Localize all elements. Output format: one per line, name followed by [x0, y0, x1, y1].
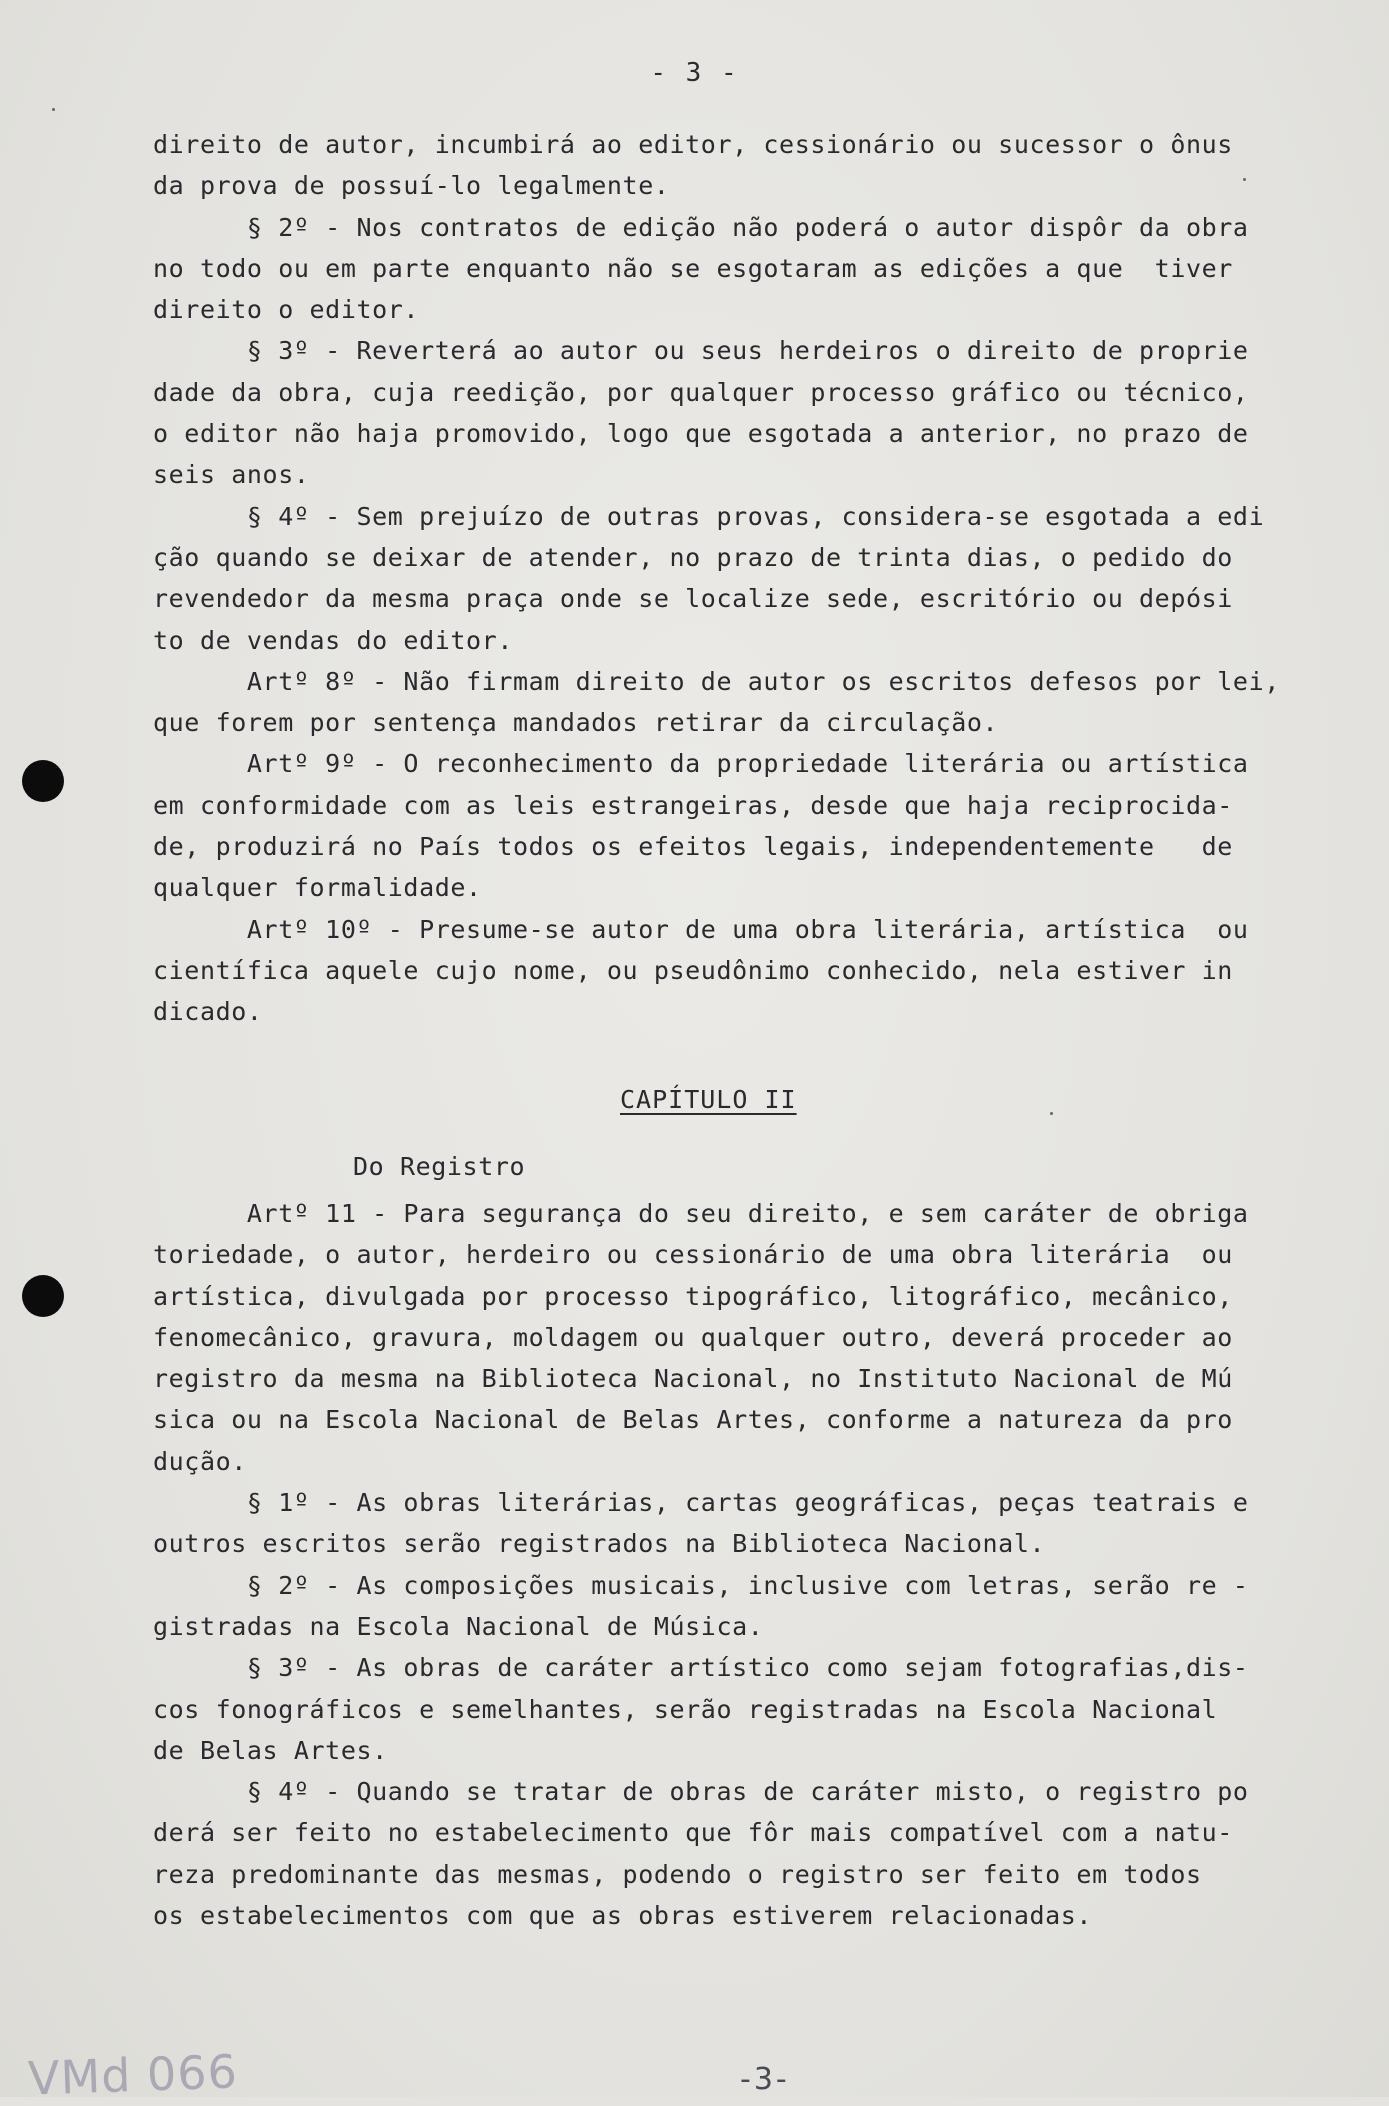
text-line: direito de autor, incumbirá ao editor, cessionário ou sucessor o ônus	[153, 130, 1233, 159]
text-line: § 4º - Sem prejuízo de outras provas, considera-se esgotada a edi	[153, 501, 1265, 531]
text-line: § 3º - As obras de caráter artístico como sejam fotografias,dis-	[153, 1653, 1249, 1683]
text-line: dicado.	[153, 997, 263, 1027]
text-line: ção quando se deixar de atender, no prazo de trinta dias, o pedido do	[153, 542, 1233, 572]
text-line: dução.	[153, 1446, 247, 1476]
text-line: em conformidade com as leis estrangeiras, desde que haja reciprocida-	[153, 790, 1233, 820]
text-line: Artº 10º - Presume-se autor de uma obra literária, artística ou	[153, 914, 1249, 944]
text-line: reza predominante das mesmas, podendo o registro ser feito em todos	[153, 1859, 1202, 1889]
text-line: dade da obra, cuja reedição, por qualquer processo gráfico ou técnico,	[153, 377, 1249, 407]
text-line: § 4º - Quando se tratar de obras de caráter misto, o registro po	[153, 1777, 1249, 1807]
text-line: de Belas Artes.	[153, 1735, 388, 1765]
text-line: § 2º - Nos contratos de edição não poderá o autor dispôr da obra	[153, 212, 1249, 242]
archive-reference-note: VMd 066	[27, 2044, 239, 2106]
text-line: direito o editor.	[153, 295, 420, 325]
text-line: fenomecânico, gravura, moldagem ou qualquer outro, deverá proceder ao	[153, 1322, 1233, 1352]
text-line: registro da mesma na Biblioteca Nacional, no Instituto Nacional de Mú	[153, 1364, 1233, 1394]
text-line: toriedade, o autor, herdeiro ou cessionário de uma obra literária ou	[153, 1240, 1233, 1270]
punch-hole	[22, 760, 64, 802]
text-line: Artº 9º - O reconhecimento da propriedade literária ou artística	[153, 749, 1249, 779]
text-line: de, produzirá no País todos os efeitos legais, independentemente de	[153, 832, 1233, 862]
punch-hole	[22, 1275, 64, 1317]
text-line: § 3º - Reverterá ao autor ou seus herdeiros o direito de proprie	[153, 336, 1249, 366]
page-number-top: - 3 -	[650, 58, 739, 88]
text-line: § 2º - As composições musicais, inclusive com letras, serão re -	[153, 1570, 1249, 1600]
text-line: qualquer formalidade.	[153, 873, 482, 903]
chapter-heading: CAPÍTULO II	[620, 1085, 797, 1114]
text-line: to de vendas do editor.	[153, 625, 513, 655]
page-number-bottom: -3-	[740, 2062, 790, 2097]
text-line: científica aquele cujo nome, ou pseudônimo conhecido, nela estiver in	[153, 955, 1233, 985]
text-line: Artº 11 - Para segurança do seu direito, e sem caráter de obriga	[153, 1199, 1249, 1228]
text-block-part1	[153, 124, 1343, 1033]
text-line: seis anos.	[153, 460, 310, 490]
text-line: artística, divulgada por processo tipográfico, litográfico, mecânico,	[153, 1281, 1233, 1311]
paper-speck	[52, 108, 55, 111]
text-line: outros escritos serão registrados na Biblioteca Nacional.	[153, 1529, 1046, 1559]
text-line: os estabelecimentos com que as obras estiverem relacionadas.	[153, 1901, 1093, 1931]
paper-speck	[1050, 1112, 1053, 1115]
paper-speck	[1243, 178, 1246, 181]
section-heading: Do Registro	[353, 1152, 526, 1181]
text-block-part2	[153, 1193, 1343, 1936]
text-line: revendedor da mesma praça onde se localize sede, escritório ou depósi	[153, 584, 1233, 614]
text-line: cos fonográficos e semelhantes, serão registradas na Escola Nacional	[153, 1694, 1218, 1724]
text-line: gistradas na Escola Nacional de Música.	[153, 1611, 764, 1641]
text-line: o editor não haja promovido, logo que esgotada a anterior, no prazo de	[153, 419, 1249, 449]
text-line: § 1º - As obras literárias, cartas geográficas, peças teatrais e	[153, 1488, 1249, 1518]
text-line: da prova de possuí-lo legalmente.	[153, 171, 670, 201]
text-line: derá ser feito no estabelecimento que fôr mais compatível com a natu-	[153, 1818, 1233, 1848]
text-line: no todo ou em parte enquanto não se esgotaram as edições a que tiver	[153, 253, 1233, 283]
text-line: Artº 8º - Não firmam direito de autor os escritos defesos por lei,	[153, 666, 1280, 696]
text-line: sica ou na Escola Nacional de Belas Artes, conforme a natureza da pro	[153, 1405, 1233, 1435]
text-line: que forem por sentença mandados retirar da circulação.	[153, 708, 999, 738]
